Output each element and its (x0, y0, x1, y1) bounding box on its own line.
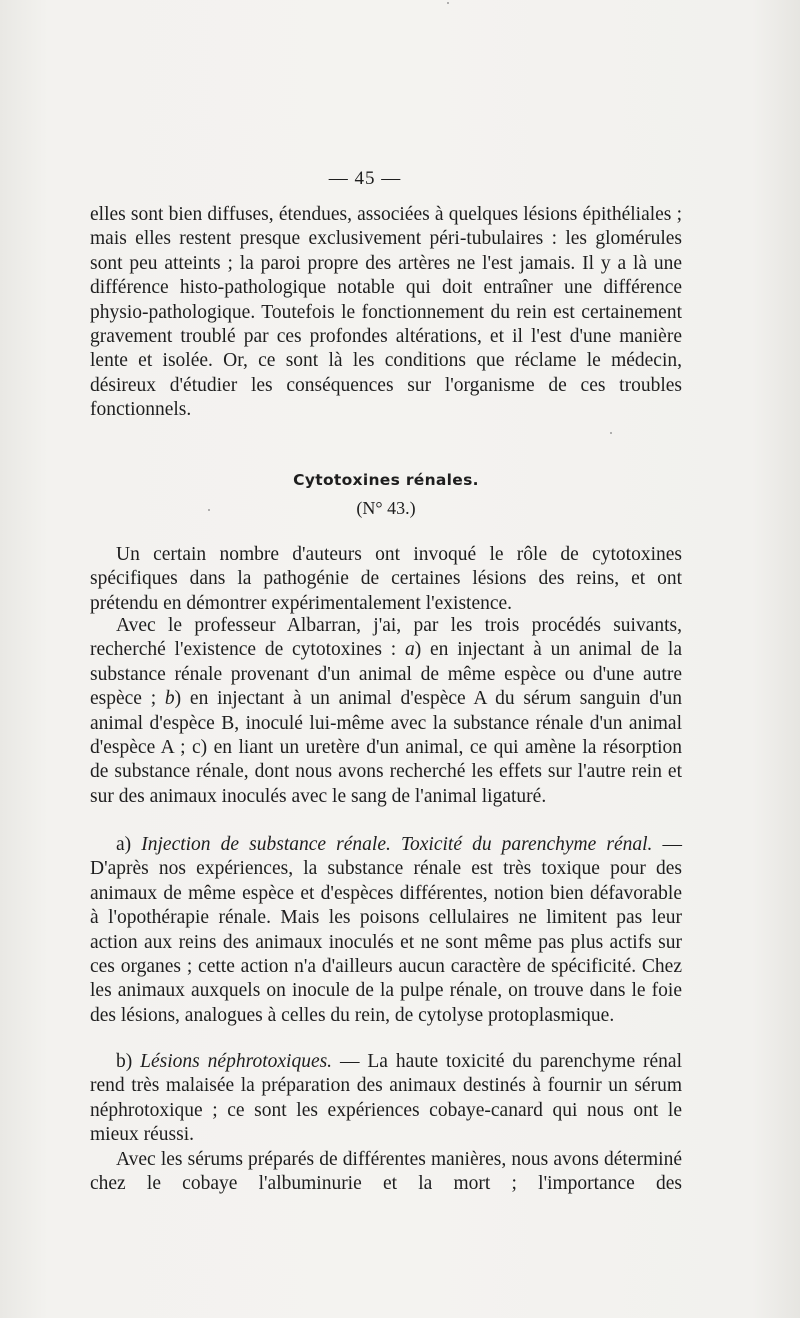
paper-speck (610, 432, 612, 434)
paper-speck (208, 509, 210, 511)
paragraph-injection (90, 833, 682, 1028)
paragraph-italic-title: Lésions néphrotoxiques. (140, 1051, 333, 1072)
paragraph-label: a) (116, 834, 142, 855)
page-number: — 45 — (328, 168, 402, 189)
paragraph-procedes (90, 614, 682, 809)
paragraph-cytotoxines-intro (90, 543, 682, 616)
paragraph-lesions-nephrotoxiques (90, 1050, 682, 1148)
paragraph-text (90, 614, 682, 809)
paragraph-text (90, 1050, 682, 1148)
paragraph-text (90, 833, 682, 1028)
section-number: (N° 43.) (356, 498, 416, 518)
paper-speck (447, 2, 449, 4)
paragraph-serums (90, 1148, 682, 1197)
paragraph-text: elles sont bien diffuses, étendues, associées à quelques lésions épithéliales ; mais elles restent presque exclusivement péri-tubulaires : les glomérules sont peu atteints ; la paroi propre des artères ne l'est jamais. Il y a là une différence histo-pathologique notable qui doit entraîner une différence physio-pathologique. Toutefois le fonctionnement du rein est certainement gravement troublé par ces profondes altérations, et il l'est d'une manière lente et isolée. Or, ce sont là les conditions que réclame le médecin, désireux d'étudier les conséquences sur l'organisme de ces troubles fonctionnels. (90, 204, 682, 421)
paragraph-text: Avec les sérums préparés de différentes manières, nous avons déterminé chez le cobaye l'albuminurie et la mort ; l'importance des (90, 1149, 682, 1195)
paragraph-label: b) (116, 1051, 141, 1072)
section-title: Cytotoxines rénales. (293, 471, 479, 489)
paragraph-body: — D'après nos expériences, la substance rénale est très toxique pour des animaux de même espèce et d'espèces différentes, notion bien défavorable à l'opothérapie rénale. Mais les poisons cellulaires ne limitent pas leur action aux reins des animaux inoculés et ne sont même pas plus actifs sur ces organes ; cette action n'a d'ailleurs aucun caractère de spécificité. Chez les animaux auxquels on inocule de la pulpe rénale, on trouve dans le foie des lésions, analogues à celles du rein, de cytolyse protoplasmique. (90, 834, 682, 1026)
paragraph-lesions-epitheliales (90, 203, 682, 423)
procedure-b-c: ) en injectant à un animal d'espèce A du sérum sanguin d'un animal d'espèce B, inoculé lui-même avec la substance rénale d'un animal d'espèce A ; c) en liant un uretère d'un animal, ce qui amène la résorption de substance rénale, dont nous avons recherché les effets sur l'autre rein et sur des animaux inoculés avec le sang de l'animal ligaturé. (90, 688, 682, 807)
paragraph-text: Un certain nombre d'auteurs ont invoqué le rôle de cytotoxines spécifiques dans la pathogénie de certaines lésions des reins, et ont prétendu en démontrer expérimentalement l'existence. (90, 544, 682, 614)
procedure-a: ) en injectant à un animal de la substance rénale provenant d'un animal de même espèce ou d'une autre espèce ; (90, 639, 683, 710)
marker-a: a (404, 639, 415, 661)
marker-b: b (164, 688, 175, 710)
paragraph-body: — La haute toxicité du parenchyme rénal rend très malaisée la préparation des animaux destinés à fournir un sérum néphrotoxique ; ce sont les expériences cobaye-canard qui nous ont le mieux réussi. (90, 1051, 682, 1146)
paragraph-italic-title: Injection de substance rénale. Toxicité du parenchyme rénal. (141, 834, 653, 855)
paragraph-lead: Avec le professeur Albarran, j'ai, par les trois procédés suivants, recherché l'existence de cytotoxines : (90, 615, 682, 661)
